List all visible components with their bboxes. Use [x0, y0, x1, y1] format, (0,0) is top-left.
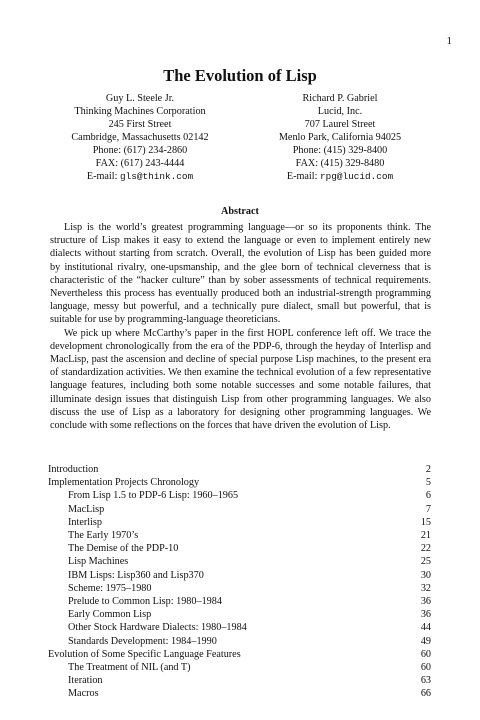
toc-entry-title: The Demise of the PDP-10	[68, 543, 179, 555]
toc-entry-title: Introduction	[48, 464, 99, 475]
toc-entry	[48, 529, 431, 542]
toc-entry	[48, 621, 431, 634]
author-email-line	[240, 170, 440, 183]
author-phone: Phone: (415) 329-8400	[292, 145, 388, 156]
toc-entry-page: 6	[425, 490, 431, 502]
toc-entry-title: Implementation Projects Chronology	[48, 477, 200, 489]
toc-entry-title: Interlisp	[68, 516, 102, 528]
toc-entry-page: 30	[420, 569, 431, 581]
author-fax: FAX: (415) 329-8480	[295, 158, 385, 169]
toc-entry	[48, 489, 431, 502]
toc-entry	[48, 463, 431, 476]
toc-entry-title: Scheme: 1975–1980	[68, 582, 152, 594]
toc-entry	[48, 595, 431, 608]
toc-entry-title: Other Stock Hardware Dialects: 1980–1984	[68, 622, 247, 634]
toc-entry-title: Evolution of Some Specific Language Features	[48, 648, 241, 660]
toc-entry-page: 7	[425, 503, 431, 515]
toc-entry-page: 22	[420, 543, 431, 555]
toc-entry-title: Standards Development: 1984–1990	[68, 635, 217, 647]
author-name: Guy L. Steele Jr.	[105, 93, 175, 104]
author-street: 245 First Street	[108, 119, 172, 130]
toc-entry-page: 21	[420, 530, 431, 542]
author-phone: Phone: (617) 234-2860	[92, 145, 188, 156]
toc-entry	[48, 569, 431, 582]
toc-entry-page: 60	[420, 662, 431, 674]
toc-entry-page: 15	[420, 516, 431, 528]
toc-entry	[48, 476, 431, 489]
toc-entry	[48, 503, 431, 516]
abstract-paragraph: Lisp is the world’s greatest programming language—or so its proponents think. The structure of Lisp makes it easy to extend the language or even to implement entirely new dialects without starting from scratch. Overall, the evolution of Lisp has been guided more by institutional rivalry, one-upsmanship, and the glee born of technical cleverness that is characteristic of the “hacker culture” than by sober assessments of technical requirements. Nevertheless this process has eventually produced both an industrial-strength programming language, messy but powerful, and a technically pure dialect, small but powerful, that is suitable for use by programming-language theoreticians.	[50, 222, 431, 326]
toc-entry-title: From Lisp 1.5 to PDP-6 Lisp: 1960–1965	[68, 490, 239, 502]
author-name: Richard P. Gabriel	[302, 93, 378, 104]
author-org: Lucid, Inc.	[317, 106, 363, 117]
author-email: gls@think.com	[119, 171, 194, 182]
toc-entry-title: Iteration	[68, 675, 103, 687]
toc-entry-title: IBM Lisps: Lisp360 and Lisp370	[68, 569, 204, 581]
toc-entry-page: 2	[425, 464, 431, 475]
toc-entry	[48, 635, 431, 648]
toc-entry-page: 44	[420, 622, 431, 634]
author-email-line	[40, 170, 240, 183]
author-city: Cambridge, Massachusetts 02142	[71, 132, 209, 143]
author-email: rpg@lucid.com	[319, 171, 394, 182]
toc-entry-page: 36	[420, 609, 431, 621]
author-street: 707 Laurel Street	[304, 119, 376, 130]
toc-entry	[48, 582, 431, 595]
author-fax: FAX: (617) 243-4444	[95, 158, 185, 169]
toc-entry	[48, 687, 431, 700]
toc-entry-page: 66	[420, 688, 431, 700]
toc-entry-page: 36	[420, 596, 431, 608]
toc-entry-title: MacLisp	[68, 503, 105, 515]
author-gabriel	[240, 92, 440, 183]
author-city: Menlo Park, California 94025	[278, 132, 402, 143]
table-of-contents	[48, 463, 431, 701]
toc-entry	[48, 674, 431, 687]
toc-entry-page: 32	[420, 582, 431, 594]
toc-entry	[48, 516, 431, 529]
author-steele	[40, 92, 240, 183]
paper-title: The Evolution of Lisp	[163, 66, 317, 85]
toc-entry-page: 5	[425, 477, 431, 489]
toc-entry-title: Lisp Machines	[68, 556, 129, 568]
authors-block	[40, 92, 440, 183]
toc-entry-title: The Early 1970’s	[68, 530, 139, 542]
abstract-heading: Abstract	[221, 206, 259, 217]
author-org: Thinking Machines Corporation	[74, 106, 206, 117]
toc-entry-title: The Treatment of NIL (and T)	[68, 662, 191, 674]
toc-entry-page: 63	[420, 675, 431, 687]
abstract-paragraph: We pick up where McCarthy’s paper in the first HOPL conference left off. We trace the development chronologically from the era of the PDP-6, through the heyday of Interlisp and MacLisp, past the ascension and decline of special purpose Lisp machines, to the present era of standardization activities. We then examine the technical evolution of a few representative language features, including both some notable successes and some notable failures, that illuminate design issues that distinguish Lisp from other programming languages. We also discuss the use of Lisp as a laboratory for designing other programming languages. We conclude with some reflections on the forces that have driven the evolution of Lisp.	[50, 327, 431, 432]
toc-entry-title: Early Common Lisp	[68, 609, 152, 621]
toc-entry	[48, 648, 431, 661]
email-label: E-mail:	[86, 171, 118, 182]
toc-entry	[48, 661, 431, 674]
toc-entry	[48, 542, 431, 555]
email-label: E-mail:	[286, 171, 318, 182]
toc-entry-page: 49	[420, 635, 431, 647]
abstract-body	[50, 221, 431, 432]
toc-entry	[48, 608, 431, 621]
toc-entry-page: 60	[420, 648, 431, 660]
page-number: 1	[446, 35, 452, 47]
toc-entry-title: Prelude to Common Lisp: 1980–1984	[68, 596, 222, 608]
toc-entry-title: Macros	[68, 688, 99, 700]
toc-entry	[48, 555, 431, 568]
toc-entry-page: 25	[420, 556, 431, 568]
